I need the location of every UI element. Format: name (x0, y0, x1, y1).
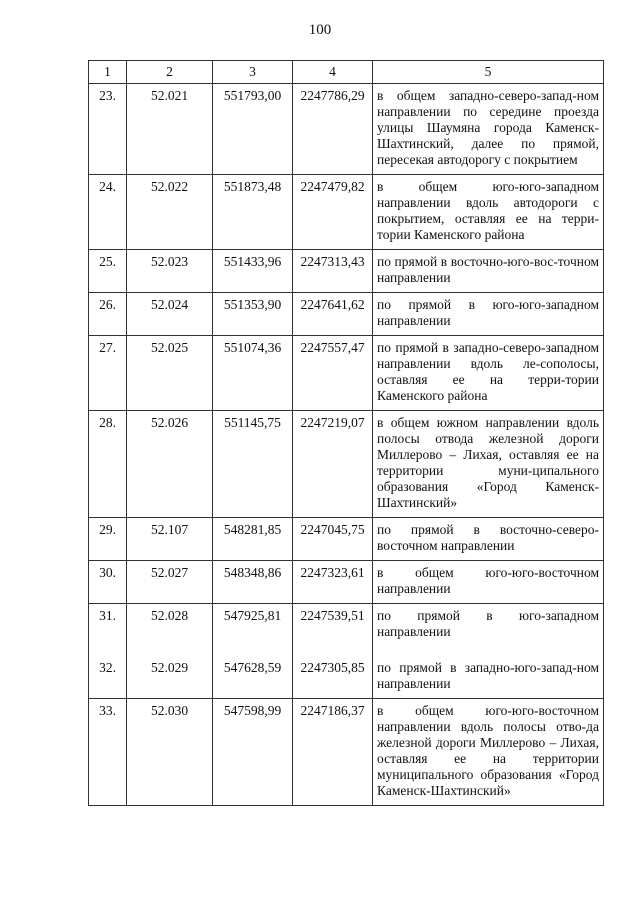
table-row (89, 561, 604, 604)
column-header-5: 5 (373, 61, 604, 84)
row-number: 25. (89, 250, 127, 293)
coordinate-y: 2247539,51 (293, 604, 373, 647)
table-row (89, 293, 604, 336)
coordinate-x: 547628,59 (213, 646, 293, 699)
boundary-description: в общем юго-юго-западном направлении вдоль автодороги с покрытием, оставляя ее на терри-тории Каменского района (373, 175, 604, 250)
coordinate-y: 2247641,62 (293, 293, 373, 336)
point-code: 52.025 (127, 336, 213, 411)
table-header-row (89, 61, 604, 84)
table-row (89, 84, 604, 175)
coordinate-y: 2247045,75 (293, 518, 373, 561)
coordinate-x: 551145,75 (213, 411, 293, 518)
point-code: 52.028 (127, 604, 213, 647)
point-code: 52.030 (127, 699, 213, 806)
table-row (89, 518, 604, 561)
row-number: 27. (89, 336, 127, 411)
point-code: 52.023 (127, 250, 213, 293)
boundary-description: в общем юго-юго-восточном направлении (373, 561, 604, 604)
coordinate-x: 551074,36 (213, 336, 293, 411)
coordinate-y: 2247305,85 (293, 646, 373, 699)
page-number: 100 (308, 22, 332, 38)
point-code: 52.027 (127, 561, 213, 604)
row-number: 23. (89, 84, 127, 175)
coordinate-y: 2247786,29 (293, 84, 373, 175)
table-row (89, 411, 604, 518)
coordinate-y: 2247479,82 (293, 175, 373, 250)
boundary-description: по прямой в юго-юго-западном направлении (373, 293, 604, 336)
coordinate-y: 2247313,43 (293, 250, 373, 293)
coordinate-x: 548281,85 (213, 518, 293, 561)
coordinate-y: 2247557,47 (293, 336, 373, 411)
table-row (89, 604, 604, 647)
table-row (89, 175, 604, 250)
point-code: 52.107 (127, 518, 213, 561)
point-code: 52.029 (127, 646, 213, 699)
boundary-description: по прямой в западно-юго-запад-ном направлении (373, 646, 604, 699)
boundary-description: в общем юго-юго-восточном направлении вдоль полосы отво-да железной дороги Миллерово – Лихая, оставляя ее на территории муниципального образования «Город Каменск-Шахтинский» (373, 699, 604, 806)
boundary-description: в общем западно-северо-запад-ном направлении по середине проезда улицы Шаумяна города Каменск-Шахтинский, далее по прямой, пересекая автодорогу с покрытием (373, 84, 604, 175)
coordinate-x: 551353,90 (213, 293, 293, 336)
row-number: 30. (89, 561, 127, 604)
table-row (89, 699, 604, 806)
boundary-description: по прямой в восточно-юго-вос-точном направлении (373, 250, 604, 293)
point-code: 52.026 (127, 411, 213, 518)
coordinate-x: 551433,96 (213, 250, 293, 293)
row-number: 26. (89, 293, 127, 336)
boundary-description: по прямой в восточно-северо-восточном направлении (373, 518, 604, 561)
coordinate-x: 547925,81 (213, 604, 293, 647)
coordinate-x: 551793,00 (213, 84, 293, 175)
table-row (89, 336, 604, 411)
row-number: 29. (89, 518, 127, 561)
row-number: 33. (89, 699, 127, 806)
boundary-points-table (88, 60, 604, 806)
coordinate-x: 548348,86 (213, 561, 293, 604)
table-row (89, 646, 604, 699)
coordinate-x: 551873,48 (213, 175, 293, 250)
coordinate-x: 547598,99 (213, 699, 293, 806)
coordinate-y: 2247186,37 (293, 699, 373, 806)
coordinate-y: 2247219,07 (293, 411, 373, 518)
point-code: 52.021 (127, 84, 213, 175)
boundary-description: в общем южном направлении вдоль полосы отвода железной дороги Миллерово – Лихая, оставляя ее на территории муни-ципального образования «Город Каменск-Шахтинский» (373, 411, 604, 518)
row-number: 32. (89, 646, 127, 699)
point-code: 52.022 (127, 175, 213, 250)
point-code: 52.024 (127, 293, 213, 336)
boundary-description: по прямой в юго-западном направлении (373, 604, 604, 647)
column-header-4: 4 (293, 61, 373, 84)
row-number: 24. (89, 175, 127, 250)
boundary-description: по прямой в западно-северо-западном направлении вдоль ле-сополосы, оставляя ее на терри-тории Каменского района (373, 336, 604, 411)
row-number: 31. (89, 604, 127, 647)
coordinate-y: 2247323,61 (293, 561, 373, 604)
column-header-1: 1 (89, 61, 127, 84)
column-header-3: 3 (213, 61, 293, 84)
column-header-2: 2 (127, 61, 213, 84)
row-number: 28. (89, 411, 127, 518)
table-row (89, 250, 604, 293)
